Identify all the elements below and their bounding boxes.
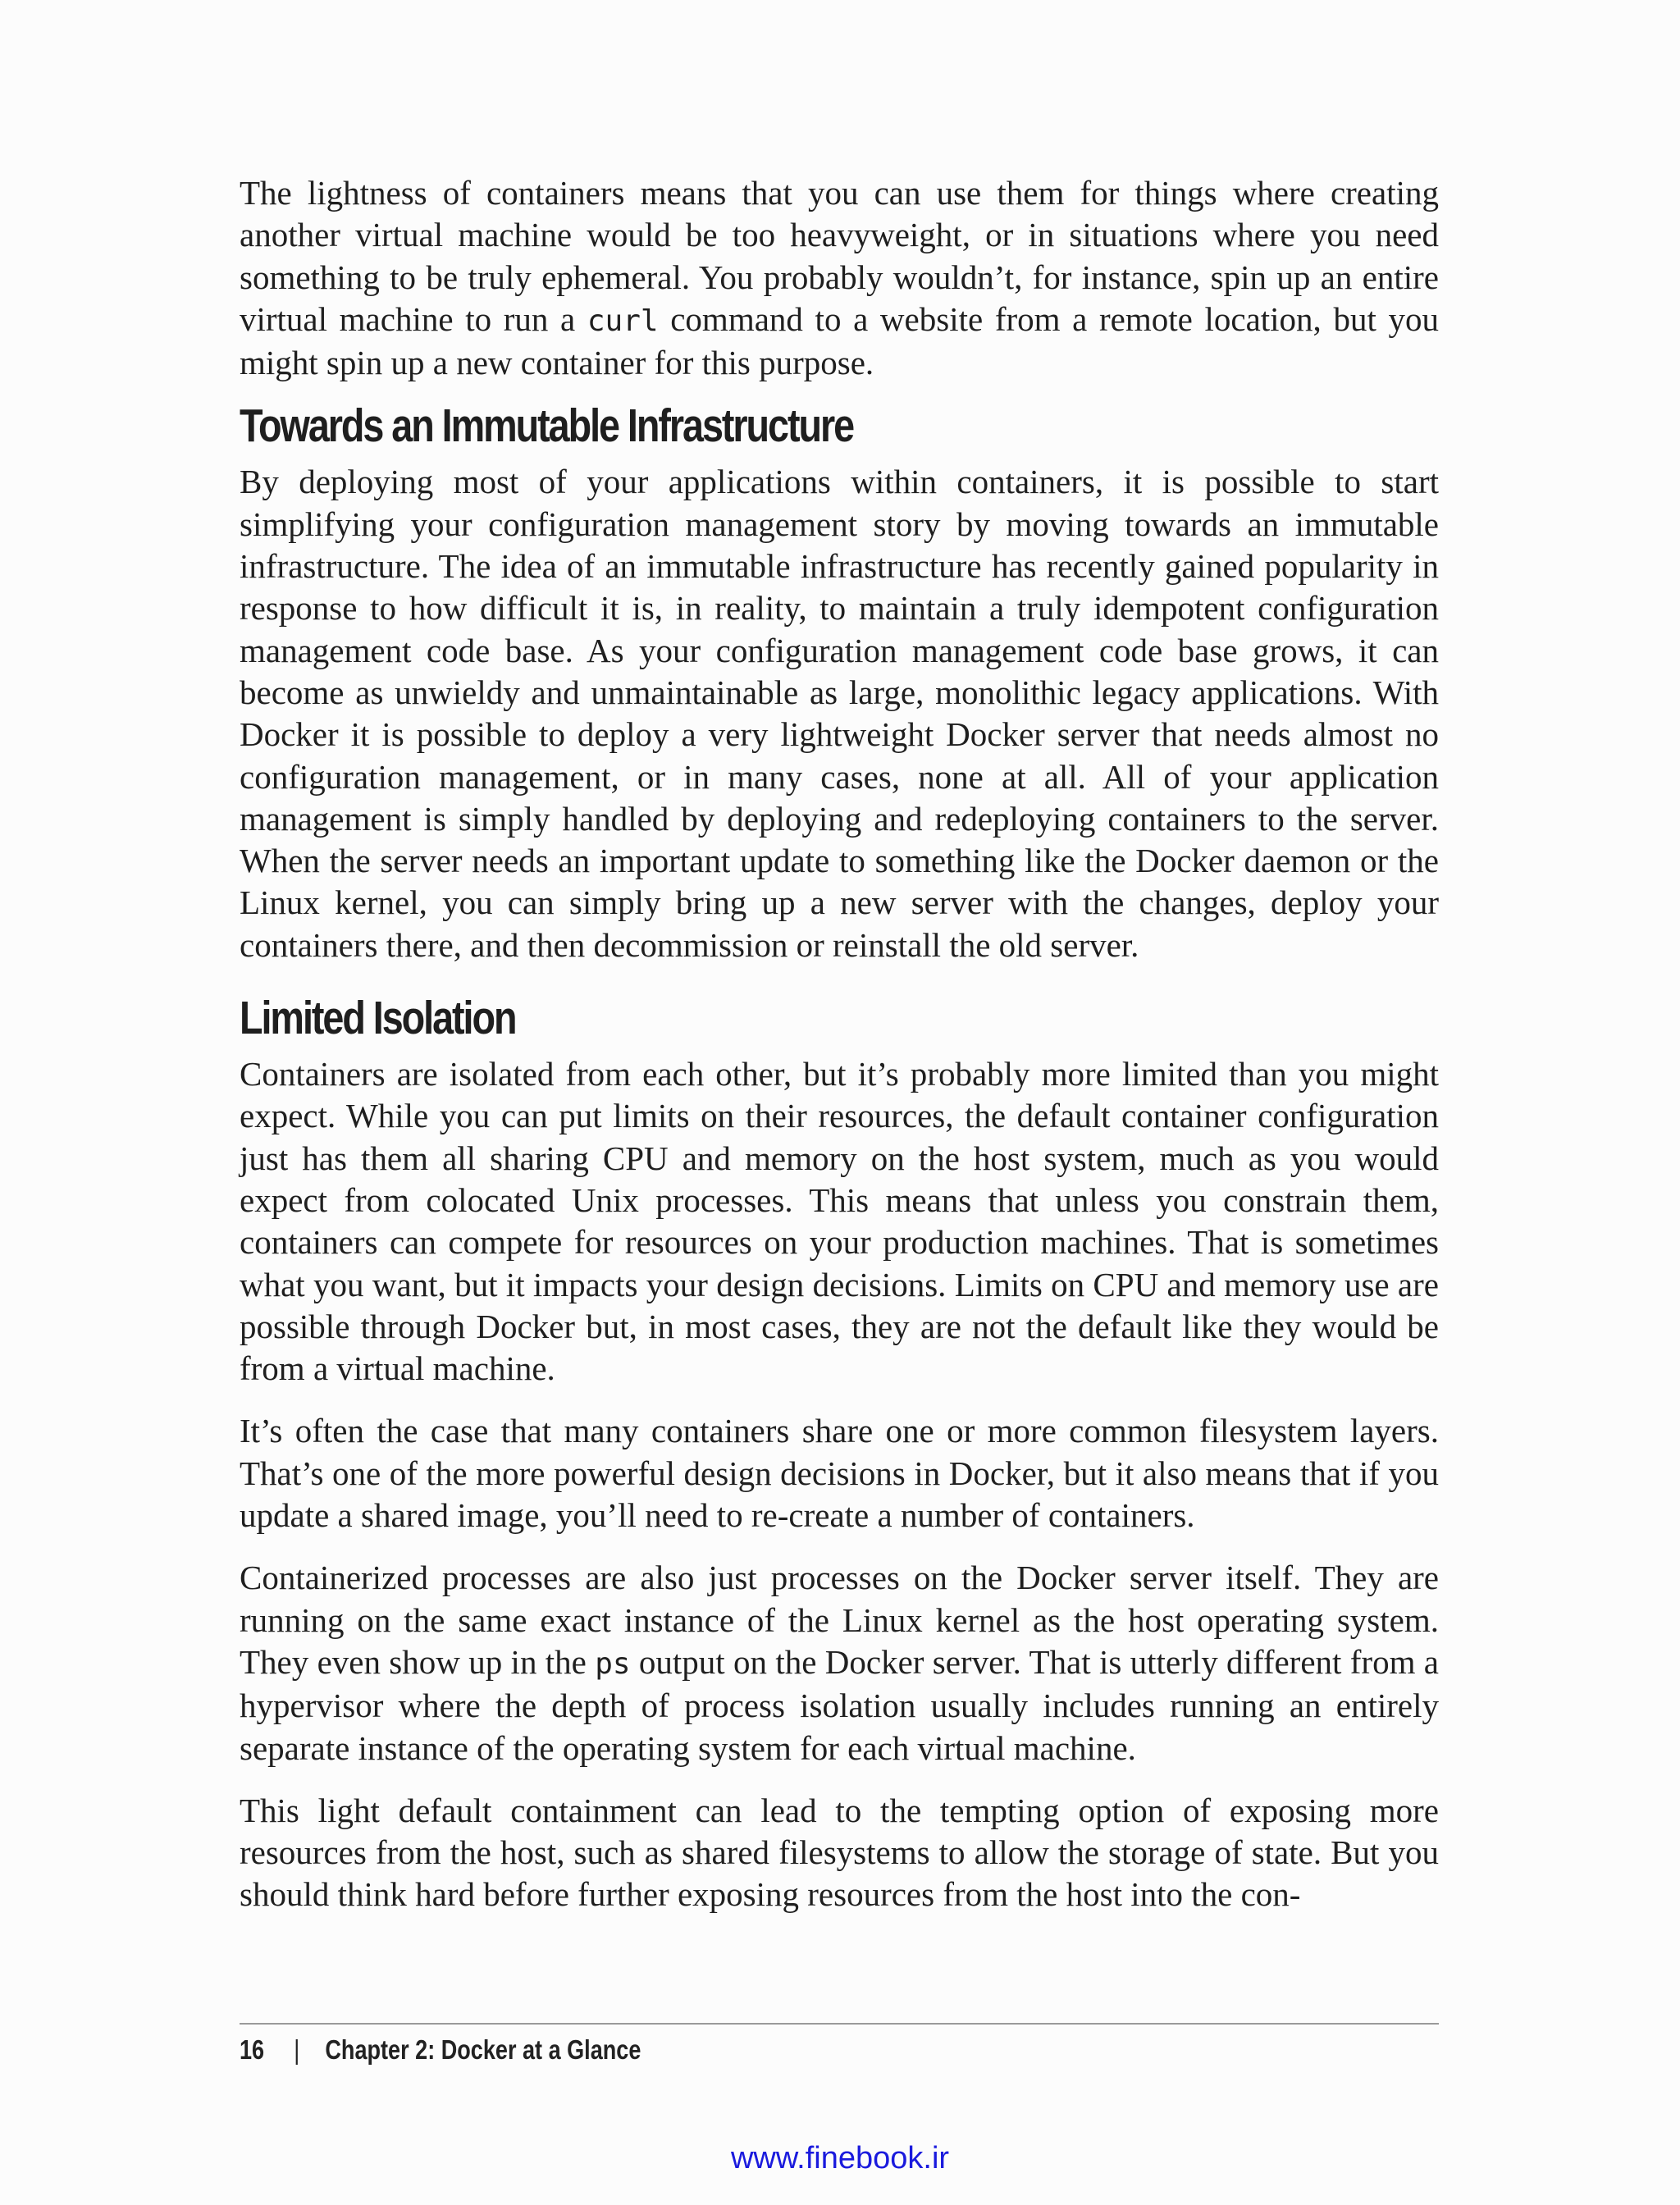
chapter-title: Chapter 2: Docker at a Glance bbox=[325, 2034, 641, 2065]
page-footer bbox=[240, 2034, 641, 2066]
inline-code-curl: curl bbox=[587, 304, 659, 338]
heading-immutable-infrastructure: Towards an Immutable Infrastructure bbox=[240, 399, 854, 453]
inline-code-ps: ps bbox=[595, 1646, 631, 1681]
paragraph-intro bbox=[240, 172, 1439, 384]
paragraph-isolation-3 bbox=[240, 1557, 1439, 1769]
page-body bbox=[240, 172, 1439, 1916]
paragraph-isolation-4: This light default containment can lead to the tempting option of exposing more resources from the host, such as shared filesystems to allow the storage of state. But you should think hard before further exposing resources from the host into the con- bbox=[240, 1791, 1439, 1914]
paragraph-isolation-1: Containers are isolated from each other, but it’s probably more limited than you might expect. While you can put limits on their resources, the default container configuration just has them all sharing CPU and memory on the host system, much as you would expect from colocated Unix processes. This means that unless you constrain them, containers can compete for resources on your production machines. That is sometimes what you want, but it impacts your design decisions. Limits on CPU and memory use are possible through Docker but, in most cases, they are not the default like they would be from a virtual machine. bbox=[240, 1055, 1439, 1388]
page-number: 16 bbox=[240, 2034, 265, 2065]
heading-limited-isolation: Limited Isolation bbox=[240, 992, 516, 1045]
paragraph-intro-text-1: The lightness of containers means that you can use them for things where creating another virtual machine would be too heavyweight, or in situations where you need something to be truly ephemeral. You probably wouldn’t, for instance, spin up an entire virtual machine to run a bbox=[240, 174, 1439, 338]
paragraph-isolation-3-text-2: output on the Docker server. That is utterly different from a hypervisor where the depth of process isolation usually includes running an entirely separate instance of the operating system for each virtual machine. bbox=[240, 1642, 1439, 1767]
paragraph-isolation-2: It’s often the case that many containers share one or more common filesystem layers. That’s one of the more powerful design decisions in Docker, but it also means that if you update a shared image, you’ll need to re-create a number of containers. bbox=[240, 1412, 1439, 1535]
paragraph-isolation-3-text-1: Containerized processes are also just processes on the Docker server itself. They are running on the same exact instance of the Linux kernel as the host operating system. They even show up in the bbox=[240, 1559, 1439, 1681]
watermark-link[interactable]: www.finebook.ir bbox=[730, 2141, 950, 2175]
footer-rule bbox=[240, 2023, 1439, 2025]
paragraph-intro-text-2: command to a website from a remote location, but you might spin up a new container for this purpose. bbox=[240, 299, 1439, 382]
footer-separator: | bbox=[294, 2034, 300, 2065]
paragraph-immutable: By deploying most of your applications within containers, it is possible to start simplifying your configuration management story by moving towards an immutable infrastructure. The idea of an immutable infrastructure has recently gained popularity in response to how difficult it is, in reality, to maintain a truly idempotent configuration management code base. As your configuration management code base grows, it can become as unwieldy and unmaintainable as large, monolithic legacy applications. With Docker it is possible to deploy a very lightweight Docker server that needs almost no configuration management, or in many cases, none at all. All of your application management is simply handled by deploying and redeploying containers to the server. When the server needs an important update to something like the Docker daemon or the Linux kernel, you can simply bring up a new server with the changes, deploy your containers there, and then decommission or reinstall the old server. bbox=[240, 463, 1439, 964]
